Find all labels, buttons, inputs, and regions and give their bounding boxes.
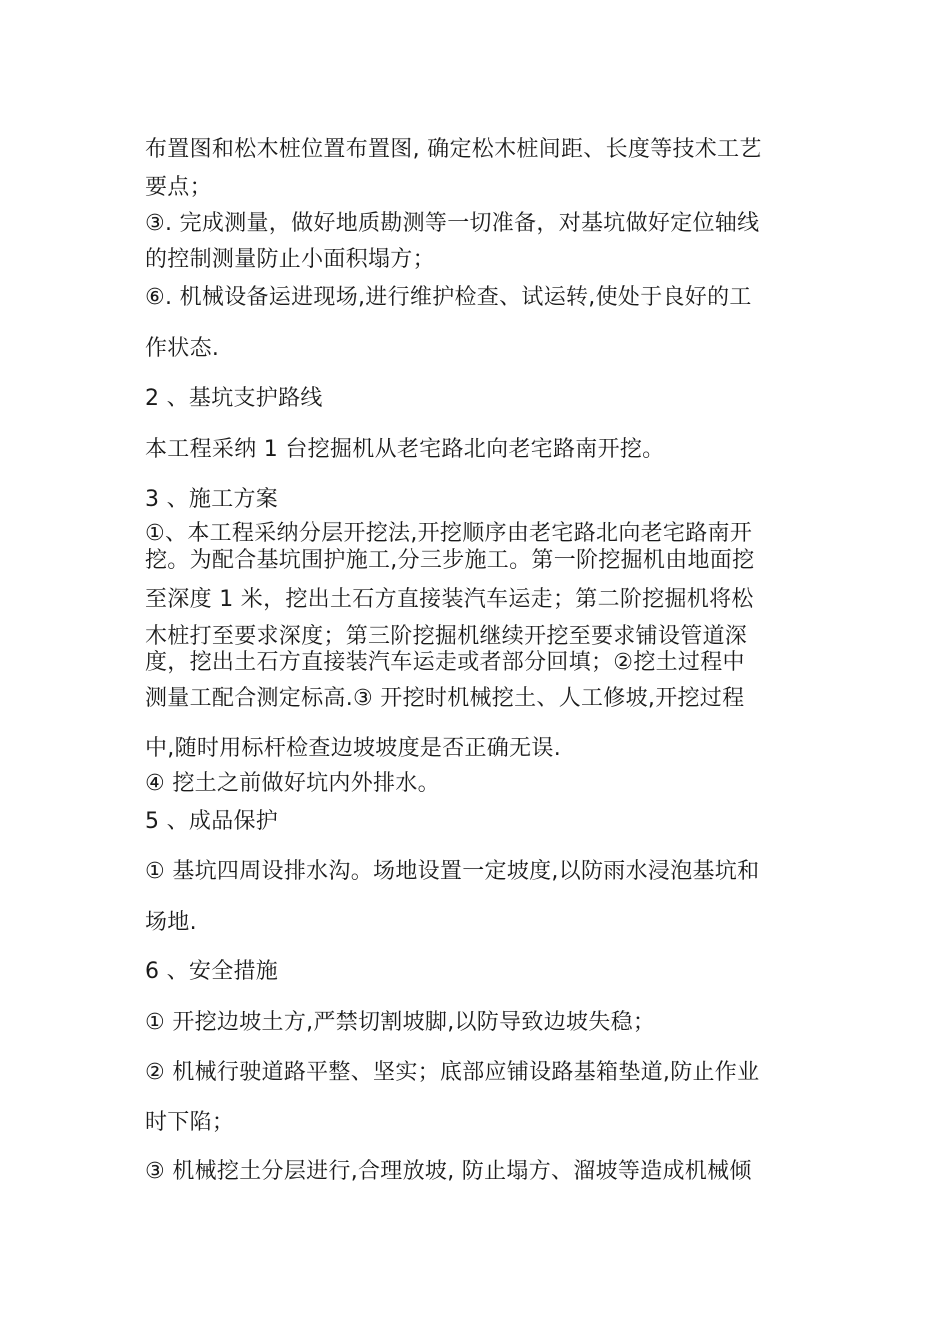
text-line: 作状态. [145,336,220,361]
text-line: 的控制测量防止小面积塌方； [145,247,435,272]
text-line: 测量工配合测定标高.③ 开挖时机械挖土、人工修坡,开挖过程 [145,686,745,711]
section-heading: 2 、基坑支护路线 [145,386,323,411]
text-line: ④ 挖土之前做好坑内外排水。 [145,771,440,796]
text-line: 木桩打至要求深度；第三阶挖掘机继续开挖至要求铺设管道深 [145,624,748,649]
text-line: 要点； [145,175,212,200]
text-line: ⑥. 机械设备运进现场,进行维护检查、试运转,使处于良好的工 [145,285,752,310]
section-heading: 5 、成品保护 [145,809,279,834]
section-heading: 6 、安全措施 [145,959,279,984]
text-line: ② 机械行驶道路平整、坚实；底部应铺设路基箱垫道,防止作业 [145,1060,760,1085]
section-heading: 3 、施工方案 [145,487,279,512]
text-line: ① 基坑四周设排水沟。场地设置一定坡度,以防雨水浸泡基坑和 [145,859,760,884]
text-line: ① 开挖边坡土方,严禁切割坡脚,以防导致边坡失稳； [145,1010,656,1035]
text-line: 至深度 1 米，挖出土石方直接装汽车运走；第二阶挖掘机将松 [145,587,754,612]
text-line: 时下陷； [145,1110,235,1135]
text-line: ③. 完成测量，做好地质勘测等一切准备，对基坑做好定位轴线 [145,211,760,236]
text-line: 挖。为配合基坑围护施工,分三步施工。第一阶挖掘机由地面挖 [145,548,755,573]
text-line: 布置图和松木桩位置布置图, 确定松木桩间距、长度等技术工艺 [145,137,762,162]
text-line: 场地. [145,910,197,935]
text-line: ①、本工程采纳分层开挖法,开挖顺序由老宅路北向老宅路南开 [145,521,753,546]
text-line: 度，挖出土石方直接装汽车运走或者部分回填；②挖土过程中 [145,650,745,675]
text-line: ③ 机械挖土分层进行,合理放坡, 防止塌方、溜坡等造成机械倾 [145,1159,752,1184]
text-line: 中,随时用标杆检查边坡坡度是否正确无误. [145,736,561,761]
text-line: 本工程采纳 1 台挖掘机从老宅路北向老宅路南开挖。 [145,437,665,462]
